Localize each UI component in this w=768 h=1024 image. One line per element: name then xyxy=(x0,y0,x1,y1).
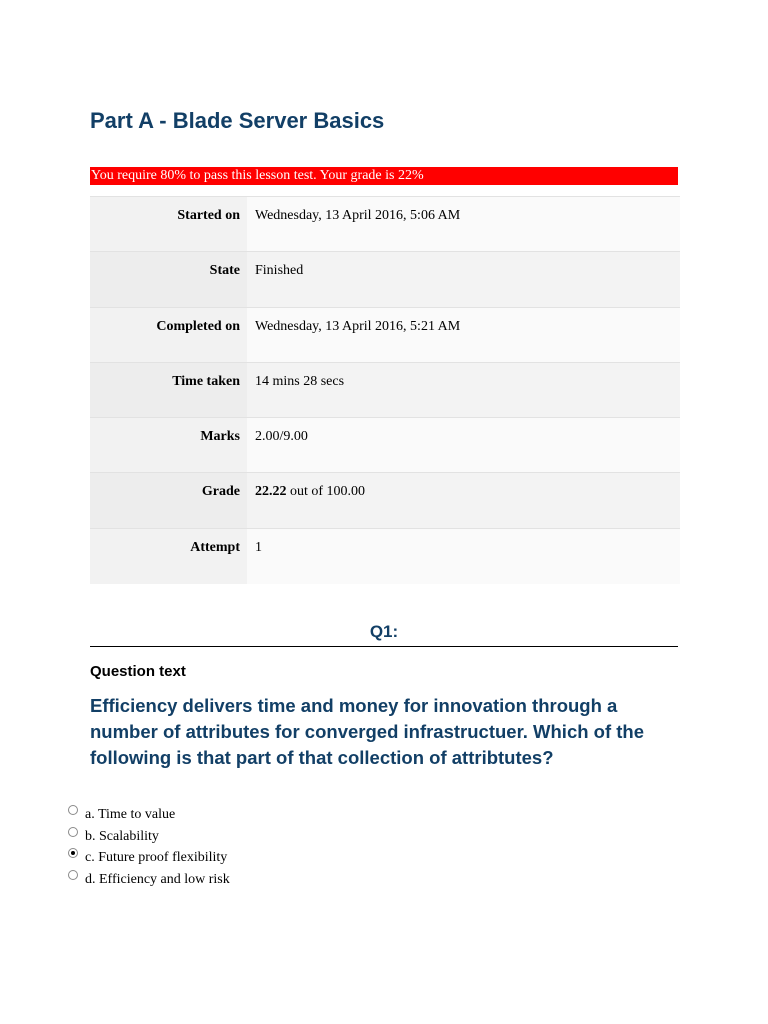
attempt-label: Attempt xyxy=(90,528,247,583)
question-number: Q1: xyxy=(90,622,678,647)
answer-label-b: b. Scalability xyxy=(85,828,159,844)
answer-label-d: d. Efficiency and low risk xyxy=(85,871,230,887)
time-taken-value: 14 mins 28 secs xyxy=(247,362,680,417)
summary-row-grade xyxy=(90,473,680,528)
grade-alert: You require 80% to pass this lesson test. Your grade is 22% xyxy=(90,167,678,185)
grade-out-of: out of 100.00 xyxy=(286,484,366,500)
started-value: Wednesday, 13 April 2016, 5:06 AM xyxy=(247,197,680,252)
answer-label-a: a. Time to value xyxy=(85,807,176,822)
attempt-summary-table xyxy=(90,196,680,584)
question-label: Question text xyxy=(90,663,186,680)
question-text: Efficiency delivers time and money for innovation through a number of attributes for converged infrastructuer. Which of the following is that part of that collection of attribtutes? xyxy=(90,695,645,768)
marks-label: Marks xyxy=(90,418,247,473)
radio-button-c[interactable] xyxy=(68,848,78,858)
summary-row-completed xyxy=(90,307,680,362)
state-label: State xyxy=(90,252,247,307)
summary-row-marks xyxy=(90,418,680,473)
summary-row-state xyxy=(90,252,680,307)
completed-value: Wednesday, 13 April 2016, 5:21 AM xyxy=(247,307,680,362)
state-value: Finished xyxy=(247,252,680,307)
summary-row-started xyxy=(90,197,680,252)
summary-row-time xyxy=(90,362,680,417)
radio-button-b[interactable] xyxy=(68,827,78,837)
page-title: Part A - Blade Server Basics xyxy=(90,108,385,133)
attempt-value: 1 xyxy=(247,528,680,583)
grade-score: 22.22 xyxy=(255,484,287,500)
grade-value xyxy=(247,473,680,528)
time-taken-label: Time taken xyxy=(90,362,247,417)
radio-button-d[interactable] xyxy=(68,870,78,880)
answer-option-c[interactable] xyxy=(68,847,230,869)
grade-label: Grade xyxy=(90,473,247,528)
started-label: Started on xyxy=(90,197,247,252)
answer-option-d[interactable] xyxy=(68,869,230,891)
answer-option-a[interactable] xyxy=(68,804,230,826)
summary-row-attempt xyxy=(90,528,680,583)
answer-label-c: c. Future proof flexibility xyxy=(85,850,228,865)
answer-options xyxy=(68,804,230,890)
completed-label: Completed on xyxy=(90,307,247,362)
answer-option-b[interactable] xyxy=(68,826,230,848)
marks-value: 2.00/9.00 xyxy=(247,418,680,473)
radio-button-a[interactable] xyxy=(68,805,78,815)
